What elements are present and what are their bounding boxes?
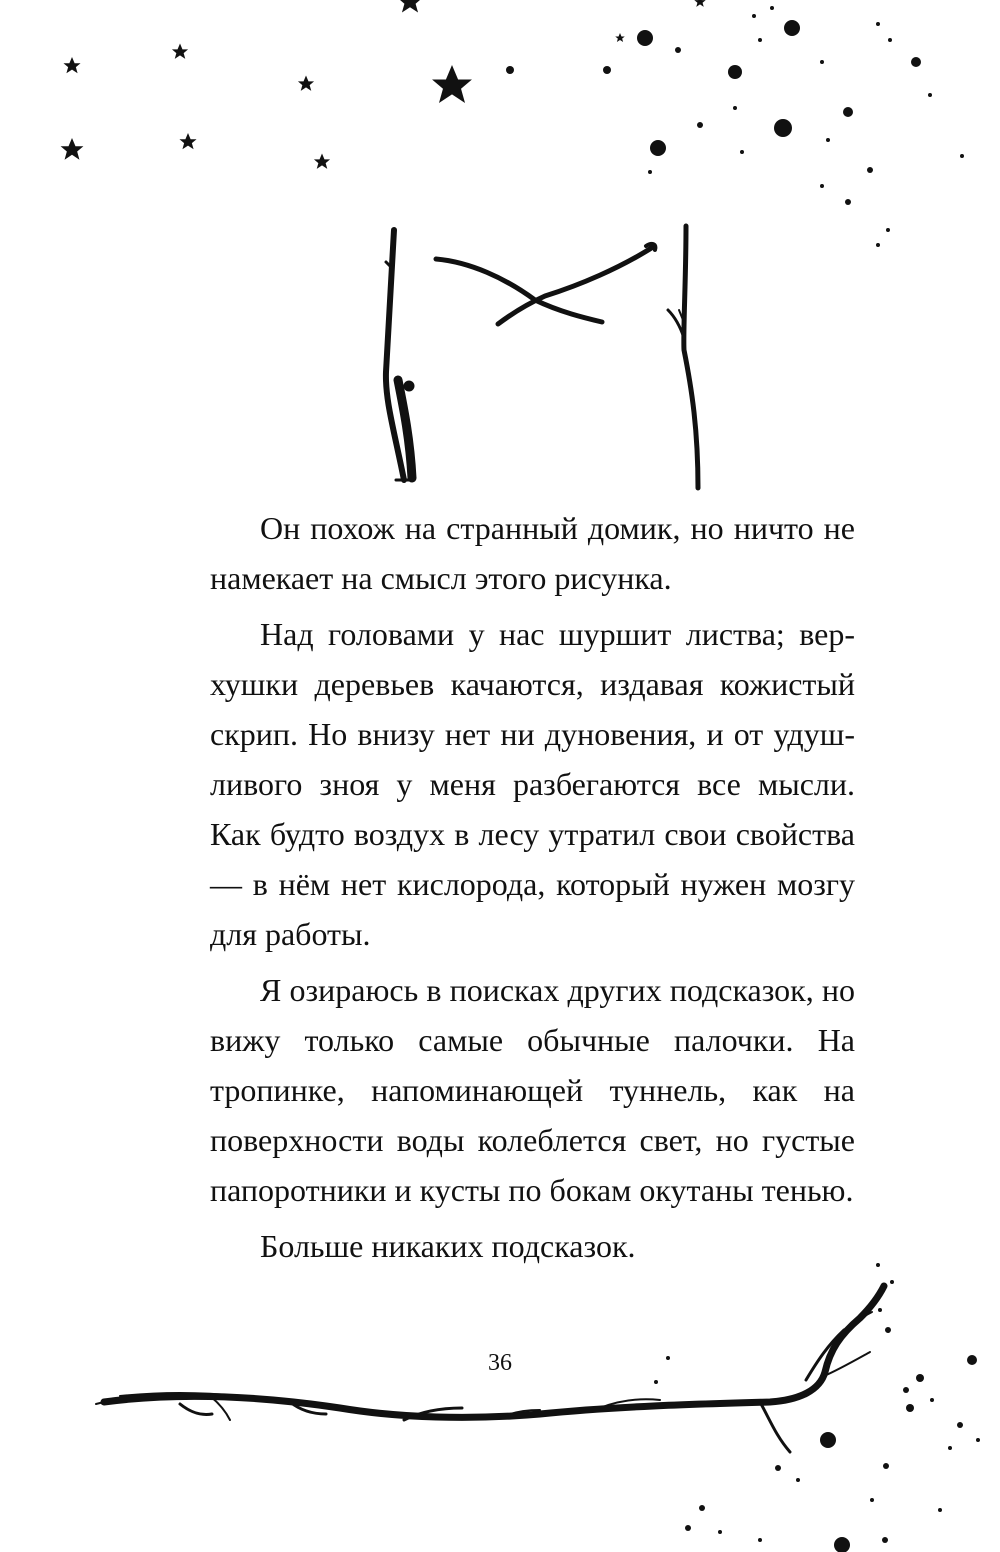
page-number: 36 (488, 1350, 512, 1376)
paragraph-1: Он похож на странный домик, но ничто не намекает на смысл этого рисунка. (210, 510, 855, 596)
paragraph-4: Больше никаких подсказок. (260, 1228, 636, 1264)
paragraph-2: Над головами у нас шуршит листва; верхушки деревьев качаются, издавая кожистый скрип. Но внизу нет ни дуновения, и от удушливого зноя у меня разбегаются все мысли. Как будто воздух в лесу утратил свои свойства — в нём нет кислорода, который нужен мозгу для работы. (210, 616, 855, 952)
paragraph-3: Я озираюсь в поисках других подсказок, но вижу только самые обычные палочки. На тропинке, напоминающей туннель, как на поверхности воды колеблется свет, но густые папоротники и кусты по бокам окутаны тенью. (210, 972, 855, 1208)
